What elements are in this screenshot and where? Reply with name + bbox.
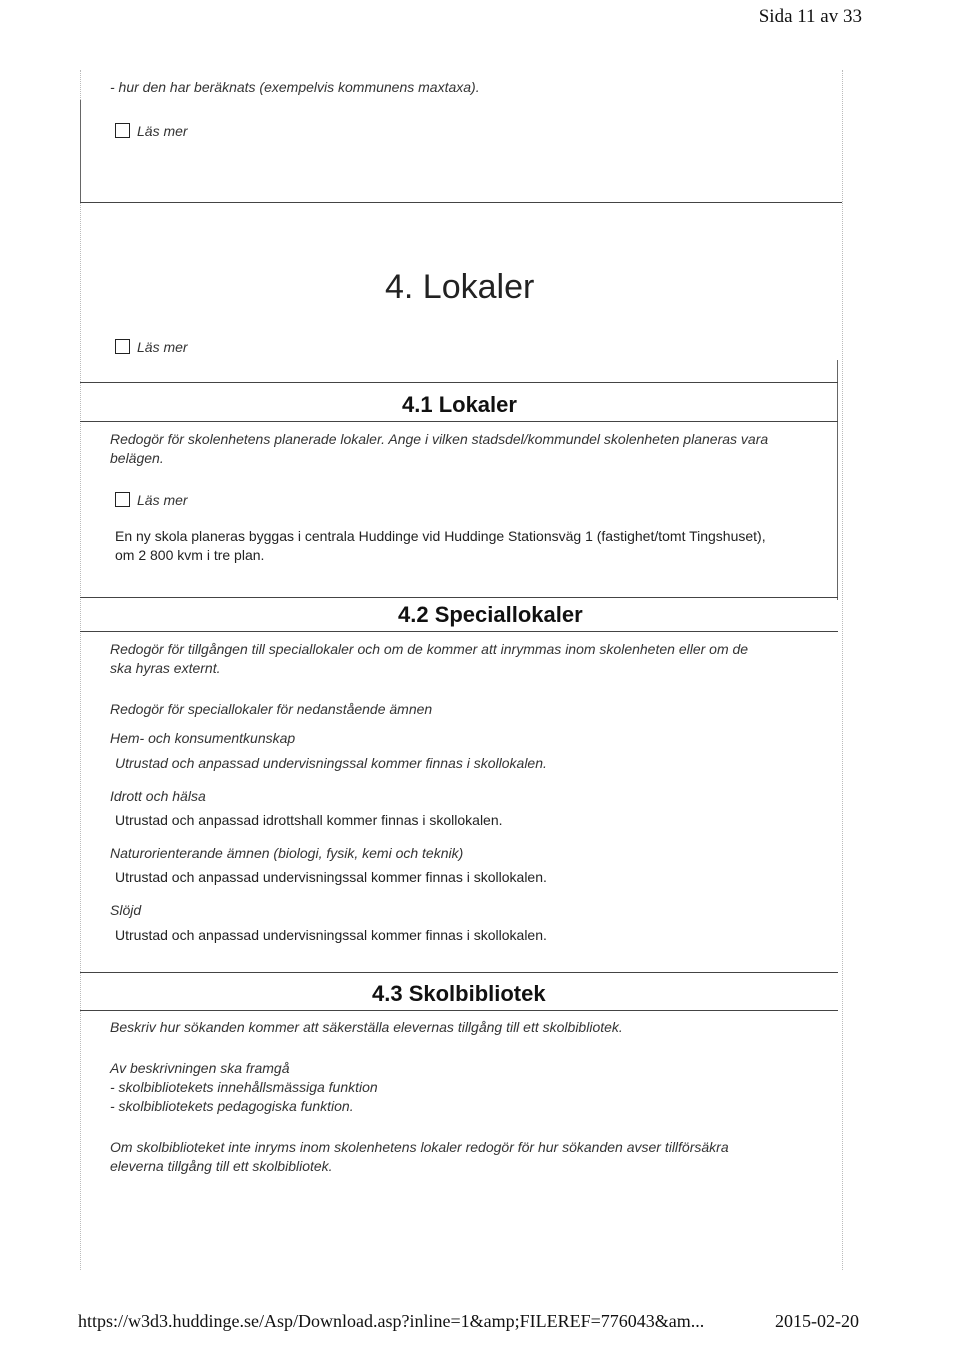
prompt-line: Redogör för skolenhetens planerade lokaler. Ange i vilken stadsdel/kommundel skolenheten planeras vara [110,431,769,447]
top-box-left-border [80,100,81,202]
section42-intro: Redogör för speciallokaler för nedanstående ämnen [110,701,433,717]
subject-answer: Utrustad och anpassad undervisningssal kommer finnas i skollokalen. [115,927,547,943]
subject-answer: Utrustad och anpassad idrottshall kommer finnas i skollokalen. [115,812,503,828]
list-item: Av beskrivningen ska framgå [110,1060,290,1076]
section41-top-line [80,382,838,383]
form-right-border [842,70,843,1270]
section41-title: 4.1 Lokaler [402,392,517,417]
section4-title: 4. Lokaler [385,268,535,306]
read-more-label: Läs mer [137,492,188,508]
answer-line: om 2 800 kvm i tre plan. [115,547,265,563]
page-indicator: Sida 11 av 33 [758,6,862,27]
read-more-top[interactable] [115,123,188,139]
section43-list [110,1059,378,1116]
list-item: - skolbibliotekets pedagogiska funktion. [110,1098,354,1114]
section43-prompt: Beskriv hur sökanden kommer att säkerställa elevernas tillgång till ett skolbibliotek. [110,1019,623,1035]
subject-answer: Utrustad och anpassad undervisningssal kommer finnas i skollokalen. [115,755,547,771]
section41-title-underline [80,421,838,422]
read-more-section4[interactable] [115,339,188,355]
section43-top-line [80,972,838,973]
section41-prompt [110,430,768,468]
note-line: Om skolbiblioteket inte inryms inom skolenhetens lokaler redogör för hur sökanden avser tillförsäkra [110,1139,729,1155]
checkbox-icon[interactable] [115,123,130,138]
section42-prompt [110,640,748,678]
list-item: - skolbibliotekets innehållsmässiga funktion [110,1079,378,1095]
read-more-label: Läs mer [137,123,188,139]
checkbox-icon[interactable] [115,492,130,507]
subject-name: Slöjd [110,902,142,918]
answer-line: En ny skola planeras byggas i centrala Huddinge vid Huddinge Stationsväg 1 (fastighet/tomt Tingshuset), [115,528,766,544]
section42-title-underline [80,631,838,632]
read-more-label: Läs mer [137,339,188,355]
footer-date: 2015-02-20 [775,1311,859,1331]
prompt-line: belägen. [110,450,164,466]
note-line: eleverna tillgång till ett skolbibliotek. [110,1158,333,1174]
subject-name: Naturorienterande ämnen (biologi, fysik, kemi och teknik) [110,845,464,861]
prompt-line: Redogör för tillgången till speciallokaler och om de kommer att inrymmas inom skolenheten eller om de [110,641,749,657]
subject-name: Hem- och konsumentkunskap [110,730,296,746]
subject-answer: Utrustad och anpassad undervisningssal kommer finnas i skollokalen. [115,869,547,885]
section42-title: 4.2 Speciallokaler [398,602,583,627]
section41-right-border [837,360,838,600]
form-left-border [80,70,81,1270]
footer-url: https://w3d3.huddinge.se/Asp/Download.asp?inline=1&amp;FILEREF=776043&am... [78,1311,705,1331]
checkbox-icon[interactable] [115,339,130,354]
section41-answer [115,527,766,565]
prompt-line: ska hyras externt. [110,660,221,676]
section42-top-line [80,597,838,598]
section43-title: 4.3 Skolbibliotek [372,981,546,1006]
top-box-bottom-line [80,202,842,203]
maxtaxa-line: - hur den har beräknats (exempelvis kommunens maxtaxa). [110,79,480,95]
section43-title-underline [80,1010,838,1011]
read-more-section41[interactable] [115,492,188,508]
subject-name: Idrott och hälsa [110,788,206,804]
section43-note [110,1138,729,1176]
